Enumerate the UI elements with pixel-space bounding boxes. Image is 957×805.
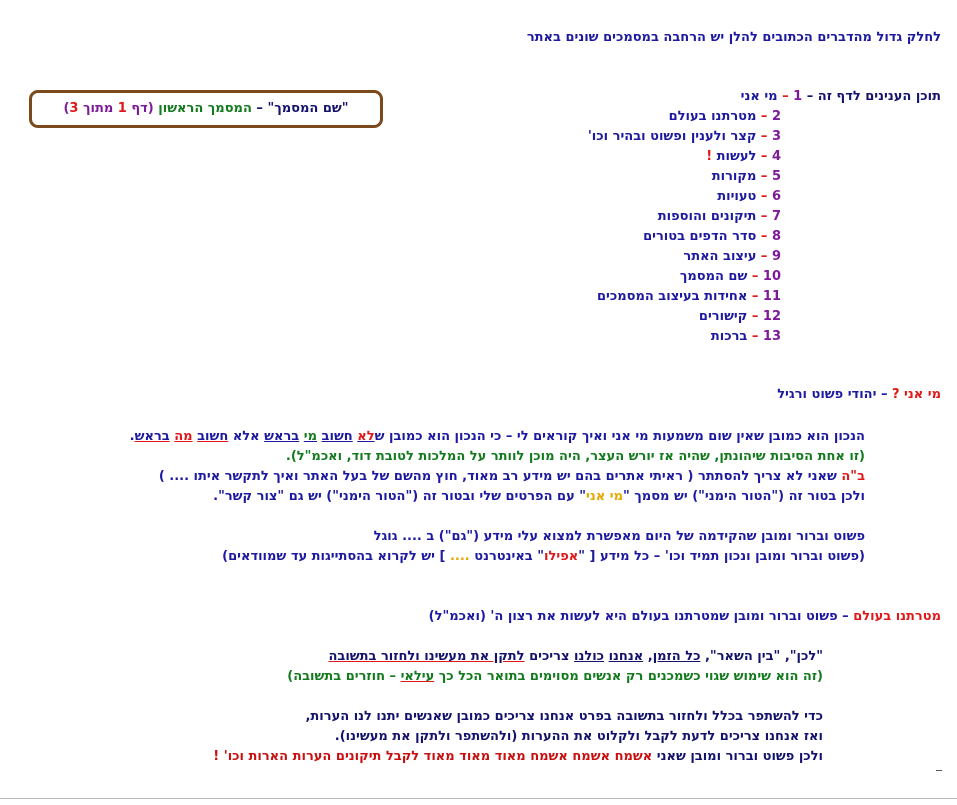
text: אפילו — [544, 549, 579, 564]
goal-line-1: כדי להשתפר בכלל ולחזור בתשובה בפרט אנחנו צריכים כמובן שאנשים יתנו לנו הערות, — [305, 709, 823, 724]
goal-heading — [429, 608, 941, 626]
toc-number: 10 — [762, 269, 781, 284]
toc-number: 1 — [793, 89, 803, 104]
goal-note — [287, 668, 823, 686]
toc-title: תיקונים והוספות — [657, 209, 757, 224]
toc-number: 11 — [762, 289, 781, 304]
goal-line-3 — [213, 748, 823, 766]
toc-title: עיצוב האתר — [683, 249, 757, 264]
toc-item-6[interactable] — [717, 188, 781, 206]
box-of: מתוך — [83, 101, 114, 116]
text: לתקן את מעשינו ולחזור בתשובה — [328, 649, 525, 664]
toc-number: 12 — [762, 309, 781, 324]
toc-item-5[interactable] — [712, 168, 781, 186]
toc-dash: – — [760, 109, 768, 124]
toc-title: מי אני — [740, 89, 778, 104]
toc-title: ברכות — [710, 329, 748, 344]
toc-dash: – — [751, 329, 759, 344]
toc-number: 8 — [771, 229, 781, 244]
toc-dash: – — [760, 189, 768, 204]
text: " עם הפרטים שלי ובטור זה ("הטור הימני") יש גם "צור קשר". — [213, 489, 587, 504]
toc-item-9[interactable] — [683, 248, 781, 266]
toc-dash: – — [760, 229, 768, 244]
toc-item-1[interactable] — [741, 88, 941, 106]
text: לא — [357, 429, 375, 444]
toc-dash: – — [760, 249, 768, 264]
who-heading — [777, 386, 941, 404]
text: כולנו — [573, 649, 605, 664]
toc-mark: ! — [706, 149, 713, 164]
text: בראש — [264, 429, 300, 444]
goal-heading-red: מטרתנו בעולם — [853, 609, 941, 624]
who-paragraph-5: פשוט וברור ומובן שהקידמה של היום מאפשרת למצוא עלי מידע ("גם") ב .... גוגל — [373, 529, 865, 544]
toc-dash: – — [751, 289, 759, 304]
toc-dash: – — [760, 209, 768, 224]
text: כל הזמן — [652, 649, 701, 664]
text: ב"ה — [841, 469, 865, 484]
toc-item-11[interactable] — [597, 288, 781, 306]
toc-title: מקורות — [711, 169, 757, 184]
text: (זה הוא שימוש שגוי כשמכנים רק אנשים מסוימים בתואר הכל כך — [438, 669, 823, 684]
who-heading-blue: יהודי פשוט ורגיל — [777, 387, 877, 402]
toc-item-13[interactable] — [711, 328, 781, 346]
text: עילאי — [400, 669, 435, 684]
goal-heading-rest: – פשוט וברור ומובן שמטרתנו בעולם היא לעשות את רצון ה' (ואכמ"ל) — [428, 609, 849, 624]
who-paragraph-4 — [213, 488, 865, 506]
toc-item-7[interactable] — [658, 208, 781, 226]
text: .... — [449, 549, 470, 564]
text: אשמח אשמח אשמח מאוד מאוד מאוד לקבל תיקונים הערות הארות וכו' ! — [213, 749, 653, 764]
toc-title: טעויות — [717, 189, 757, 204]
text: חשוב — [197, 429, 229, 444]
text: ולכן פשוט וברור ומובן שאני — [656, 749, 823, 764]
toc-dash: – — [751, 309, 759, 324]
text: אלא — [232, 429, 260, 444]
text: ולכן בטור זה ("הטור הימני") יש מסמך " — [623, 489, 865, 504]
box-doc-label: המסמך הראשון — [158, 101, 252, 116]
box-dash: – — [256, 101, 263, 116]
text: מי אני — [586, 489, 623, 504]
toc-number: 2 — [771, 109, 781, 124]
toc-number: 6 — [771, 189, 781, 204]
text: חשוב — [321, 429, 353, 444]
goal-quote — [328, 648, 823, 666]
toc-item-12[interactable] — [699, 308, 781, 326]
text: מה — [174, 429, 193, 444]
toc-title: מטרתנו בעולם — [668, 109, 757, 124]
text: , — [647, 649, 653, 664]
text: אנחנו — [608, 649, 644, 664]
toc-item-2[interactable] — [669, 108, 781, 126]
text: מי — [303, 429, 318, 444]
text: (פשוט וברור ומובן ונכון תמיד וכו' – כל מידע [ " — [578, 549, 865, 564]
text: – חוזרים בתשובה) — [287, 669, 397, 684]
text: ] יש לקרוא בהסתייגות עד שמוודאים) — [222, 549, 446, 564]
box-doc-name: "שם המסמך" — [267, 101, 349, 116]
box-total: 3 — [69, 101, 79, 116]
toc-dash: – — [760, 149, 768, 164]
text: הנכון הוא כמובן שאין שום משמעות מי אני ואיך קוראים לי – כי הנכון הוא כמובן ש — [374, 429, 865, 444]
toc-number: 3 — [771, 129, 781, 144]
who-heading-red: מי אני ? — [891, 387, 941, 402]
text: . — [129, 429, 135, 444]
toc-dash: – — [760, 169, 768, 184]
toc-heading: תוכן הענינים לדף זה – — [806, 89, 941, 104]
toc-dash: – — [760, 129, 768, 144]
toc-title: קצר ולענין ופשוט ובהיר וכו' — [587, 129, 757, 144]
bottom-divider — [0, 798, 957, 799]
who-heading-dash: – — [880, 387, 888, 402]
text: שאני לא צריך להסתתר ( ראיתי אתרים בהם יש מידע רב מאוד, חוץ מהשם של בעל האתר ואיך לתקשר איתו .... ) — [158, 469, 837, 484]
toc-dash: – — [751, 269, 759, 284]
document-name-box — [29, 90, 383, 128]
text: " באינטרנט — [474, 549, 545, 564]
who-paragraph-3 — [159, 468, 865, 486]
box-close: ) — [63, 101, 70, 116]
toc-number: 5 — [771, 169, 781, 184]
toc-number: 13 — [762, 329, 781, 344]
intro-text: לחלק גדול מהדברים הכתובים להלן יש הרחבה במסמכים שונים באתר — [526, 30, 941, 45]
toc-item-4[interactable] — [706, 148, 781, 166]
toc-item-10[interactable] — [680, 268, 781, 286]
goal-line-2: ואז אנחנו צריכים לדעת לקבל ולקלוט את ההערות (ולהשתפר ולתקן את מעשינו). — [334, 729, 823, 744]
who-paragraph-6 — [222, 548, 865, 566]
toc-number: 9 — [771, 249, 781, 264]
toc-item-8[interactable] — [643, 228, 781, 246]
toc-dash: – — [782, 89, 789, 104]
box-page: 1 — [117, 101, 127, 116]
box-open: (דף — [131, 101, 154, 116]
toc-title: סדר הדפים בטורים — [643, 229, 757, 244]
toc-number: 4 — [771, 149, 781, 164]
text: בראש — [134, 429, 170, 444]
text: צריכים — [529, 649, 570, 664]
toc-title: אחידות בעיצוב המסמכים — [596, 289, 748, 304]
toc-number: 7 — [771, 209, 781, 224]
toc-title: קישורים — [698, 309, 748, 324]
toc-title: לעשות — [716, 149, 757, 164]
who-paragraph-2: (זו אחת הסיבות שיהונתן, שהיה אז יורש העצר, היה מוכן לוותר על המלכות לטובת דוד, ואכמ"ל). — [285, 449, 865, 464]
who-paragraph-1 — [130, 428, 865, 446]
toc-title: שם המסמך — [679, 269, 748, 284]
toc-item-3[interactable] — [588, 128, 781, 146]
page-dash-mark — [936, 770, 942, 771]
text: "לכן", "בין השאר", — [704, 649, 823, 664]
